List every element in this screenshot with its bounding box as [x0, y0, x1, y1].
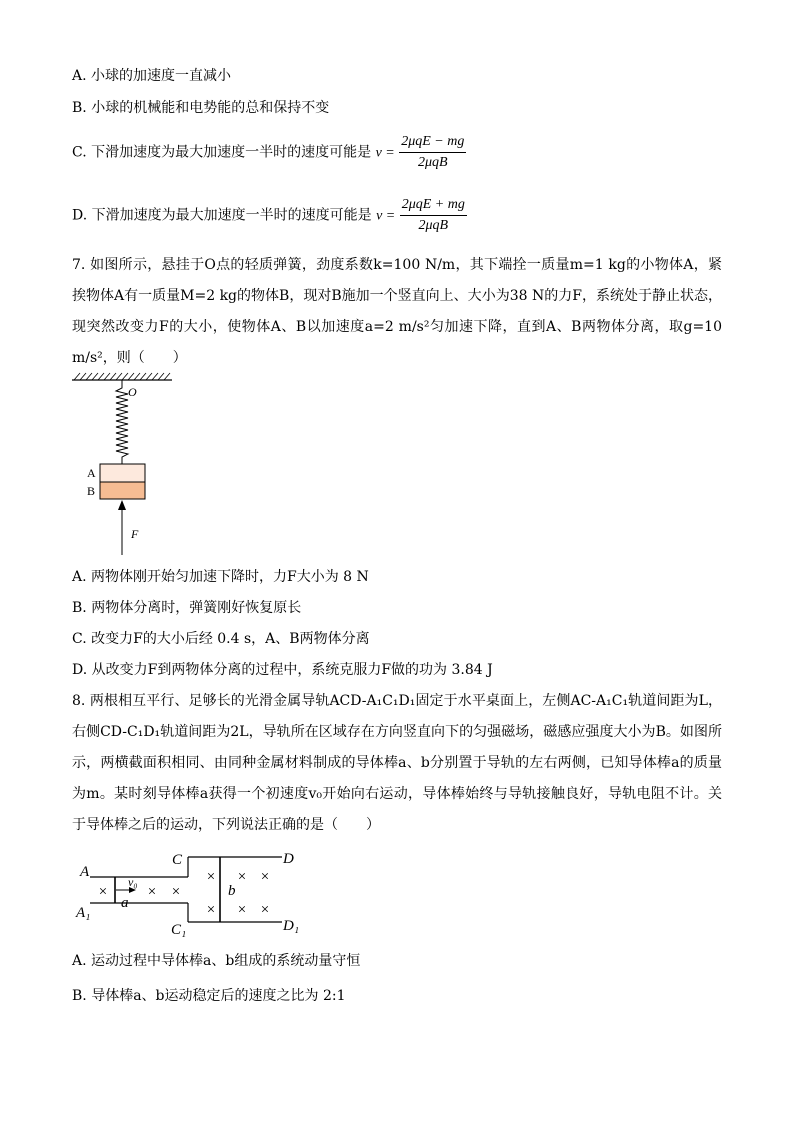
field-mark: × [147, 884, 157, 900]
q6-option-c [72, 133, 466, 173]
q8-option-a: A. 运动过程中导体棒a、b组成的系统动量守恒 [72, 953, 361, 969]
force-arrow-head [118, 500, 126, 510]
ceiling-hatch [72, 373, 172, 380]
q7-option-d: D. 从改变力F到两物体分离的过程中，系统克服力F做的功为 3.84 J [72, 662, 493, 678]
q8-label-c: C [172, 852, 183, 868]
q6-option-d-text: D. 下滑加速度为最大加速度一半时的速度可能是 [72, 207, 372, 224]
q8-label-a-end: A [80, 864, 90, 880]
field-mark: × [260, 869, 270, 885]
q7-stem: 7. 如图所示，悬挂于O点的轻质弹簧，劲度系数k=100 N/m，其下端拴一质量m=1 kg的小物体A，紧挨物体A有一质量M=2 kg的物体B，现对B施加一个竖直向上、大小为38 N的力F，系统处于静止状态，现突然改变力F的大小，使物体A、B以加速度a=2 m/s²匀加速下降，直到A、B两物体分离，取g=10 m/s²，则（ ） [72, 257, 722, 366]
q6-option-c-denominator: 2μqB [417, 155, 448, 170]
q6-option-d-denominator: 2μqB [418, 218, 449, 233]
q6-option-b: B. 小球的机械能和电势能的总和保持不变 [72, 100, 330, 116]
q7-label-f: F [131, 527, 139, 541]
q8-label-rod-b: b [228, 883, 236, 899]
q6-option-c-lhs: v = [375, 145, 395, 161]
q8-label-d1: D₁ [283, 918, 300, 934]
block-b [100, 482, 145, 499]
q8-rail-figure [72, 842, 312, 937]
q6-option-d [72, 196, 467, 236]
q8-label-c1: C₁ [171, 922, 187, 937]
field-mark: × [171, 884, 181, 900]
q7-label-b: B [87, 484, 96, 498]
q8-label-a1-end: A₁ [76, 905, 91, 921]
q7-label-o: O [128, 385, 137, 399]
field-mark: × [98, 884, 108, 900]
field-mark: × [260, 902, 270, 918]
field-mark: × [237, 902, 247, 918]
q6-option-d-fraction [400, 196, 467, 235]
q6-option-d-numerator: 2μqE + mg [400, 196, 467, 216]
q6-option-a: A. 小球的加速度一直减小 [72, 68, 232, 84]
q8-label-v0: v₀ [128, 875, 138, 889]
spring [116, 380, 128, 464]
field-mark: × [237, 869, 247, 885]
q7-option-a: A. 两物体刚开始匀加速下降时，力F大小为 8 N [72, 569, 369, 585]
block-a [100, 464, 145, 482]
q6-option-c-fraction [399, 133, 466, 172]
field-mark: × [206, 902, 216, 918]
q6-option-c-numerator: 2μqE − mg [399, 133, 466, 153]
q7-spring-figure [66, 370, 186, 565]
q7-label-a: A [87, 466, 96, 480]
q7-option-c: C. 改变力F的大小后经 0.4 s，A、B两物体分离 [72, 631, 370, 647]
q8-label-rod-a: a [121, 895, 129, 911]
q6-option-c-text: C. 下滑加速度为最大加速度一半时的速度可能是 [72, 144, 372, 161]
q8-option-b: B. 导体棒a、b运动稳定后的速度之比为 2:1 [72, 988, 346, 1004]
q8-stem: 8. 两根相互平行、足够长的光滑金属导轨ACD-A₁C₁D₁固定于水平桌面上，左侧AC-A₁C₁轨道间距为L，右侧CD-C₁D₁轨道间距为2L，导轨所在区域存在方向竖直向下的匀强磁场，磁感应强度大小为B。如图所示，两横截面积相同、由同种金属材料制成的导体棒a、b分别置于导轨的左右两侧，已知导体棒a的质量为m。某时刻导体棒a获得一个初速度v₀开始向右运动，导体棒始终与导轨接触良好，导轨电阻不计。关于导体棒之后的运动，下列说法正确的是（ ） [72, 693, 722, 833]
q7-option-b: B. 两物体分离时，弹簧刚好恢复原长 [72, 600, 302, 616]
q8-label-d: D [283, 851, 294, 867]
q6-option-d-lhs: v = [376, 208, 396, 224]
field-mark: × [206, 869, 216, 885]
